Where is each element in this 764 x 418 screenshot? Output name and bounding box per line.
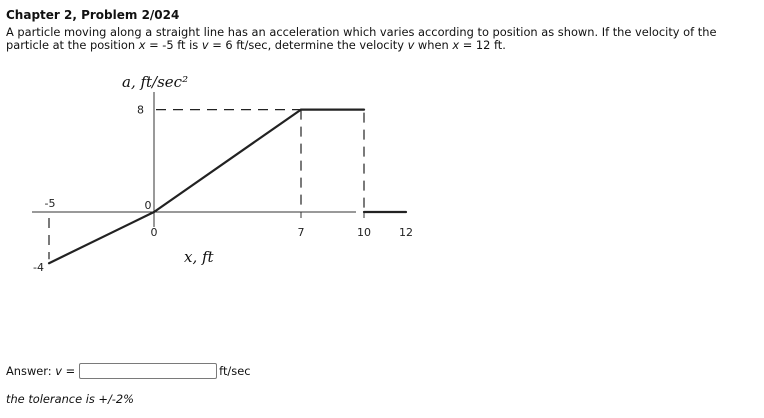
x-tick-label-12: 12 [399,226,413,239]
statement-part-4: when [414,38,453,52]
answer-unit: ft/sec [219,364,251,378]
variable-x: x [138,38,146,52]
y-axis-label: a, ft/sec² [122,73,189,91]
x-tick-label-10: 10 [357,226,371,239]
statement-part-1: A particle moving along a straight line has an acceleration which varies according to position as shown. If the velocity of the particle at the position [6,25,717,52]
statement-part-2: = -5 ft is [145,38,202,52]
problem-title: Chapter 2, Problem 2/024 [6,8,180,22]
x-tick-label-7: 7 [297,226,305,239]
curve-segment-0 [49,212,154,263]
curve-segment-1 [154,110,301,212]
tolerance-note: the tolerance is +/-2% [6,392,134,406]
variable-v: v [201,38,209,52]
variable-v-target: v [407,38,415,52]
x-tick-label-0: 0 [150,226,158,239]
statement-part-5: = 12 ft. [459,38,506,52]
statement-part-3: = 6 ft/sec, determine the velocity [208,38,408,52]
answer-label: Answer: v = [6,364,76,378]
y-tick-label-0: 0 [144,199,152,212]
answer-input[interactable] [79,363,217,379]
x-tick-label--5: -5 [44,197,56,210]
variable-x-target: x [452,38,460,52]
acceleration-position-graph [0,62,413,322]
answer-row [6,363,250,379]
problem-statement [6,26,758,52]
y-tick-label-8: 8 [137,103,144,117]
y-tick-label--4: -4 [33,261,44,275]
x-axis-label: x, ft [184,248,214,266]
